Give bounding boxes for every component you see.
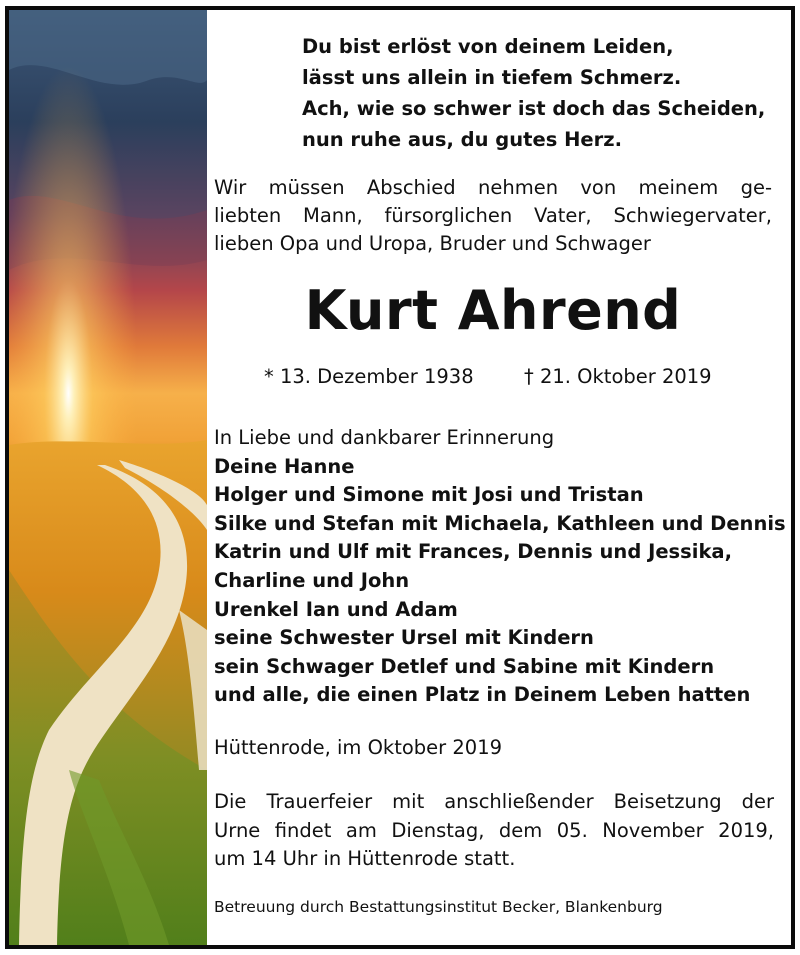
- poem-line: nun ruhe aus, du gutes Herz.: [302, 128, 623, 151]
- poem-line: lässt uns allein in tiefem Schmerz.: [302, 66, 682, 89]
- mourner-line: Urenkel Ian und Adam: [214, 597, 458, 621]
- mourner-line: Charline und John: [214, 568, 410, 592]
- ceremony-line: Die Trauerfeier mit anschließender Beisetzung der: [214, 790, 774, 813]
- place-and-date: Hüttenrode, im Oktober 2019: [214, 736, 503, 759]
- obituary-content: [214, 10, 786, 945]
- intro-line: lieben Opa und Uropa, Bruder und Schwager: [214, 232, 651, 255]
- obituary-frame: [5, 6, 795, 949]
- intro-line: liebten Mann, fürsorglichen Vater, Schwiegervater,: [214, 204, 772, 227]
- mourner-line: Deine Hanne: [214, 454, 355, 478]
- mourner-line: und alle, die einen Platz in Deinem Leben hatten: [214, 683, 751, 707]
- memorial-poem: [302, 31, 772, 155]
- poem-line: Ach, wie so schwer ist doch das Scheiden,: [302, 97, 766, 120]
- deceased-name: Kurt Ahrend: [304, 279, 682, 342]
- mourners-list: [214, 424, 786, 710]
- mourners-intro: In Liebe und dankbarer Erinnerung: [214, 426, 555, 449]
- ceremony-line: Urne findet am Dienstag, dem 05. November 2019,: [214, 818, 774, 842]
- undertaker-credit: Betreuung durch Bestattungsinstitut Becker, Blankenburg: [214, 898, 663, 916]
- mourner-line: Silke und Stefan mit Michaela, Kathleen und Dennis: [214, 511, 786, 535]
- mourner-line: Katrin und Ulf mit Frances, Dennis und Jessika,: [214, 540, 732, 564]
- mourner-line: Holger und Simone mit Josi und Tristan: [214, 483, 644, 507]
- sunset-field-photo: [9, 10, 207, 945]
- intro-line: Wir müssen Abschied nehmen von meinem ge-: [214, 176, 772, 199]
- funeral-ceremony-info: [214, 788, 774, 874]
- birth-date: * 13. Dezember 1938: [264, 365, 474, 388]
- poem-line: Du bist erlöst von deinem Leiden,: [302, 35, 674, 58]
- ceremony-line: um 14 Uhr in Hüttenrode statt.: [214, 847, 516, 870]
- mourner-line: sein Schwager Detlef und Sabine mit Kindern: [214, 654, 715, 678]
- mourner-line: seine Schwester Ursel mit Kindern: [214, 626, 594, 650]
- death-date: † 21. Oktober 2019: [524, 365, 712, 388]
- farewell-intro: [214, 174, 772, 258]
